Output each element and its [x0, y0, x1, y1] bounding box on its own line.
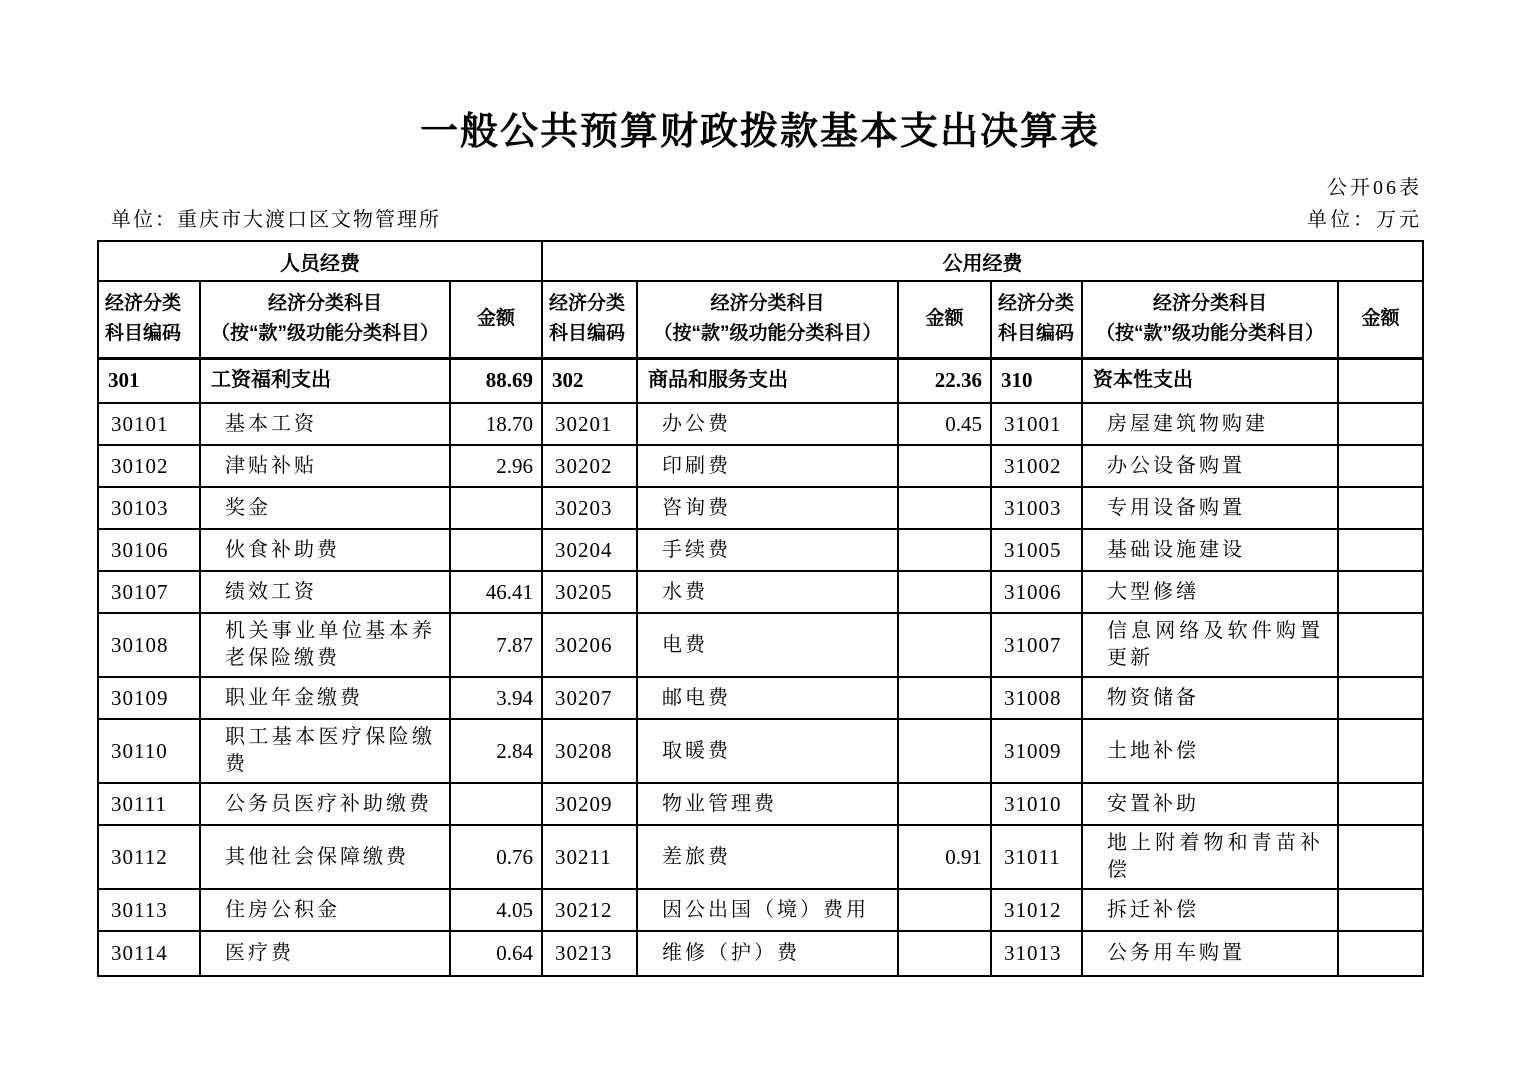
code-cell: 30114 [98, 931, 200, 976]
total-code-cell: 302 [542, 358, 637, 403]
total-code-cell: 301 [98, 358, 200, 403]
total-subject-cell: 商品和服务支出 [637, 358, 898, 403]
budget-expenditure-table [97, 240, 1424, 977]
subject-cell: 专用设备购置 [1082, 487, 1338, 529]
amount-cell: 0.91 [898, 825, 991, 889]
table-row [98, 445, 1423, 487]
subject-cell: 房屋建筑物购建 [1082, 403, 1338, 445]
col-header-amount: 金额 [898, 281, 991, 358]
code-cell: 31007 [991, 613, 1082, 677]
amount-cell [1338, 403, 1423, 445]
amount-cell: 0.64 [450, 931, 542, 976]
code-cell: 31001 [991, 403, 1082, 445]
total-subject-cell: 工资福利支出 [200, 358, 450, 403]
amount-cell: 2.84 [450, 719, 542, 783]
code-cell: 30109 [98, 677, 200, 719]
amount-cell: 4.05 [450, 889, 542, 931]
col-header-subject-line2: （按“款”级功能分类科目） [1095, 323, 1324, 345]
amount-cell [898, 783, 991, 825]
code-cell: 31003 [991, 487, 1082, 529]
subject-cell: 职业年金缴费 [200, 677, 450, 719]
table-code-label: 公开06表 [1327, 177, 1422, 199]
code-cell: 30106 [98, 529, 200, 571]
col-header-subject-line1: 经济分类科目 [267, 293, 382, 315]
code-cell: 30110 [98, 719, 200, 783]
subject-cell: 地上附着物和青苗补偿 [1082, 825, 1338, 889]
table-row [98, 487, 1423, 529]
amount-cell [450, 487, 542, 529]
amount-cell: 18.70 [450, 403, 542, 445]
col-header-code: 经济分类科目编码 [991, 281, 1082, 358]
code-cell: 30107 [98, 571, 200, 613]
amount-cell: 7.87 [450, 613, 542, 677]
unit-currency-label: 单位：万元 [1307, 209, 1422, 231]
col-header-subject-line1: 经济分类科目 [710, 293, 825, 315]
group-header-row [98, 241, 1423, 281]
amount-cell [898, 487, 991, 529]
table-row [98, 889, 1423, 931]
subject-cell: 伙食补助费 [200, 529, 450, 571]
amount-cell [898, 529, 991, 571]
subject-cell: 办公费 [637, 403, 898, 445]
col-header-subject [1082, 281, 1338, 358]
meta-row [97, 203, 1422, 232]
amount-cell [450, 529, 542, 571]
subject-cell: 手续费 [637, 529, 898, 571]
amount-cell [1338, 571, 1423, 613]
subject-cell: 维修（护）费 [637, 931, 898, 976]
column-header-row [98, 281, 1423, 358]
code-cell: 30108 [98, 613, 200, 677]
code-cell: 31008 [991, 677, 1082, 719]
subject-cell: 拆迁补偿 [1082, 889, 1338, 931]
amount-cell [1338, 445, 1423, 487]
amount-cell: 0.76 [450, 825, 542, 889]
subject-cell: 公务员医疗补助缴费 [200, 783, 450, 825]
subject-cell: 住房公积金 [200, 889, 450, 931]
amount-cell [898, 445, 991, 487]
code-cell: 30203 [542, 487, 637, 529]
amount-cell [898, 719, 991, 783]
code-cell: 30103 [98, 487, 200, 529]
subject-cell: 咨询费 [637, 487, 898, 529]
subject-cell: 电费 [637, 613, 898, 677]
subject-cell: 水费 [637, 571, 898, 613]
amount-cell [1338, 677, 1423, 719]
table-row [98, 825, 1423, 889]
code-cell: 30208 [542, 719, 637, 783]
code-cell: 31011 [991, 825, 1082, 889]
code-cell: 30204 [542, 529, 637, 571]
subject-cell: 办公设备购置 [1082, 445, 1338, 487]
group-header-public-funds: 公用经费 [542, 241, 1423, 281]
total-row [98, 358, 1423, 403]
col-header-subject-line1: 经济分类科目 [1152, 293, 1267, 315]
table-row [98, 931, 1423, 976]
total-code-cell: 310 [991, 358, 1082, 403]
amount-cell [898, 931, 991, 976]
subject-cell: 津贴补贴 [200, 445, 450, 487]
code-cell: 30207 [542, 677, 637, 719]
subject-cell: 奖金 [200, 487, 450, 529]
amount-cell: 0.45 [898, 403, 991, 445]
code-cell: 30212 [542, 889, 637, 931]
table-row [98, 719, 1423, 783]
subject-cell: 基础设施建设 [1082, 529, 1338, 571]
subject-cell: 土地补偿 [1082, 719, 1338, 783]
code-cell: 30202 [542, 445, 637, 487]
subject-cell: 印刷费 [637, 445, 898, 487]
table-row [98, 677, 1423, 719]
subject-cell: 公务用车购置 [1082, 931, 1338, 976]
code-cell: 30112 [98, 825, 200, 889]
code-cell: 30213 [542, 931, 637, 976]
code-cell: 30101 [98, 403, 200, 445]
col-header-subject [637, 281, 898, 358]
subject-cell: 大型修缮 [1082, 571, 1338, 613]
subject-cell: 差旅费 [637, 825, 898, 889]
col-header-code: 经济分类科目编码 [98, 281, 200, 358]
amount-cell [898, 677, 991, 719]
amount-cell: 2.96 [450, 445, 542, 487]
amount-cell: 3.94 [450, 677, 542, 719]
code-cell: 31005 [991, 529, 1082, 571]
col-header-subject-line2: （按“款”级功能分类科目） [210, 323, 439, 345]
code-cell: 30113 [98, 889, 200, 931]
code-cell: 31012 [991, 889, 1082, 931]
subject-cell: 安置补助 [1082, 783, 1338, 825]
code-cell: 31013 [991, 931, 1082, 976]
subject-cell: 绩效工资 [200, 571, 450, 613]
code-cell: 31009 [991, 719, 1082, 783]
code-cell: 30102 [98, 445, 200, 487]
subject-cell: 其他社会保障缴费 [200, 825, 450, 889]
amount-cell [898, 889, 991, 931]
amount-cell [450, 783, 542, 825]
subject-cell: 物业管理费 [637, 783, 898, 825]
amount-cell [1338, 487, 1423, 529]
subject-cell: 信息网络及软件购置更新 [1082, 613, 1338, 677]
amount-cell [1338, 613, 1423, 677]
code-cell: 30111 [98, 783, 200, 825]
unit-name-label: 单位：重庆市大渡口区文物管理所 [111, 209, 441, 231]
subject-cell: 基本工资 [200, 403, 450, 445]
page-title: 一般公共预算财政拨款基本支出决算表 [419, 111, 1100, 153]
amount-cell [1338, 889, 1423, 931]
table-row [98, 529, 1423, 571]
col-header-subject [200, 281, 450, 358]
table-row [98, 783, 1423, 825]
amount-cell [1338, 529, 1423, 571]
total-amount-cell: 88.69 [450, 358, 542, 403]
subject-cell: 物资储备 [1082, 677, 1338, 719]
code-cell: 31002 [991, 445, 1082, 487]
table-row [98, 571, 1423, 613]
code-cell: 31006 [991, 571, 1082, 613]
col-header-amount: 金额 [1338, 281, 1423, 358]
code-cell: 30201 [542, 403, 637, 445]
col-header-amount: 金额 [450, 281, 542, 358]
group-header-personnel-funds: 人员经费 [98, 241, 542, 281]
code-cell: 30209 [542, 783, 637, 825]
subject-cell: 医疗费 [200, 931, 450, 976]
amount-cell [1338, 825, 1423, 889]
total-amount-cell: 22.36 [898, 358, 991, 403]
amount-cell [898, 571, 991, 613]
amount-cell [1338, 931, 1423, 976]
code-cell: 31010 [991, 783, 1082, 825]
col-header-code: 经济分类科目编码 [542, 281, 637, 358]
amount-cell [1338, 719, 1423, 783]
subject-cell: 取暖费 [637, 719, 898, 783]
code-cell: 30206 [542, 613, 637, 677]
table-row [98, 403, 1423, 445]
amount-cell: 46.41 [450, 571, 542, 613]
subject-cell: 因公出国（境）费用 [637, 889, 898, 931]
amount-cell [1338, 783, 1423, 825]
code-cell: 30211 [542, 825, 637, 889]
amount-cell [898, 613, 991, 677]
table-row [98, 613, 1423, 677]
code-cell: 30205 [542, 571, 637, 613]
subject-cell: 机关事业单位基本养老保险缴费 [200, 613, 450, 677]
subject-cell: 邮电费 [637, 677, 898, 719]
total-subject-cell: 资本性支出 [1082, 358, 1338, 403]
col-header-subject-line2: （按“款”级功能分类科目） [653, 323, 882, 345]
total-amount-cell [1338, 358, 1423, 403]
subject-cell: 职工基本医疗保险缴费 [200, 719, 450, 783]
